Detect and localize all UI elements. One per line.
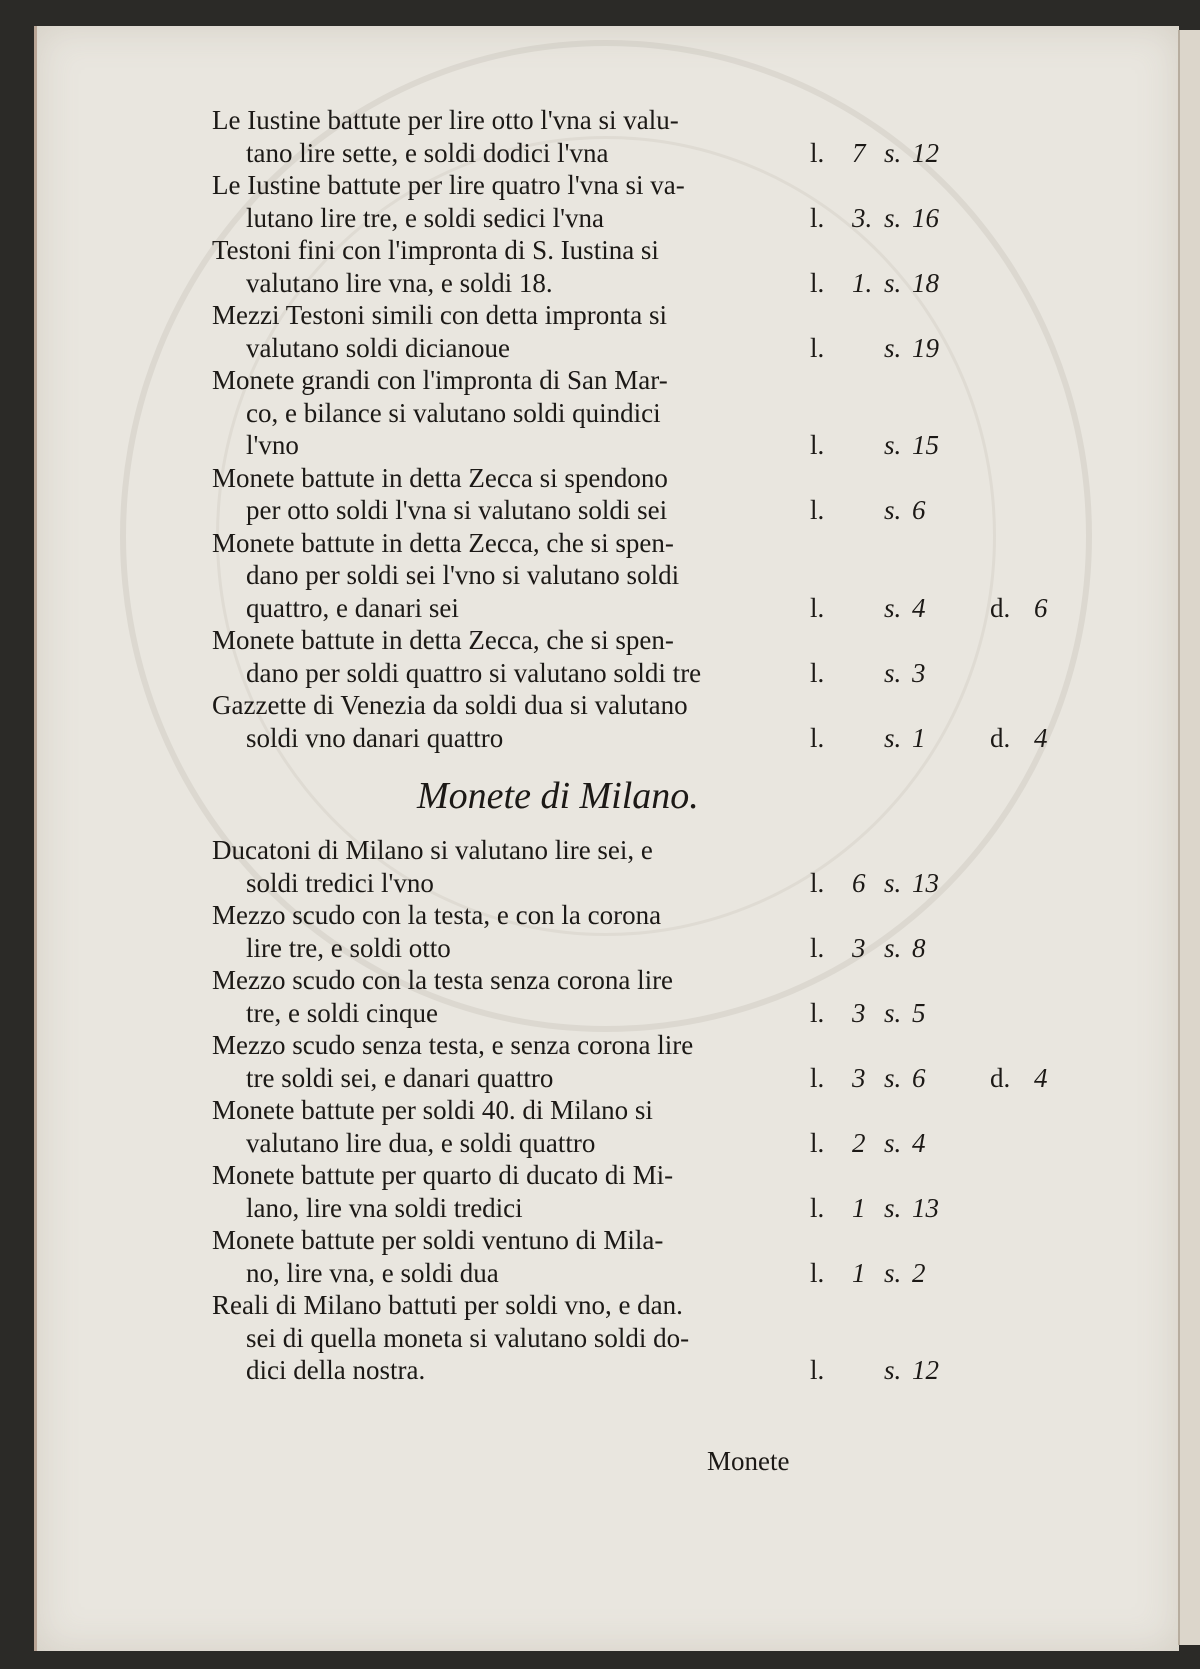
entry-text: Ducatoni di Milano si valutano lire sei, e <box>212 835 653 865</box>
lira-mark: l. <box>810 1062 825 1093</box>
coin-entry <box>212 234 1142 299</box>
coin-entry <box>212 364 1142 462</box>
lira-mark: l. <box>810 202 825 233</box>
denari-mark: d. <box>990 722 1011 753</box>
lire-value: 1 <box>852 1192 866 1223</box>
lire-value: 2 <box>852 1127 866 1158</box>
catchword: Monete <box>707 1446 790 1476</box>
entry-line <box>212 267 1142 300</box>
entry-text: valutano soldi dicianoue <box>246 332 510 363</box>
coin-entry <box>212 964 1142 1029</box>
entry-line <box>212 1062 1142 1095</box>
entry-line <box>212 559 1142 592</box>
coin-entry <box>212 299 1142 364</box>
lira-mark: l. <box>810 1127 825 1158</box>
lire-value: 3 <box>852 1062 866 1093</box>
coin-entry <box>212 1029 1142 1094</box>
entry-line <box>212 234 1142 267</box>
entry-text: dano per soldi quattro si valutano soldi tre <box>246 657 702 688</box>
coin-entry <box>212 624 1142 689</box>
soldi-value: 12 <box>912 1355 939 1385</box>
soldi-mark: s. <box>884 1257 902 1288</box>
soldi-mark: s. <box>884 592 902 623</box>
entry-text: dano per soldi sei l'vno si valutano soldi <box>246 560 680 590</box>
soldi-value: 12 <box>912 137 939 168</box>
soldi-value: 19 <box>912 332 939 363</box>
entry-text: tano lire sette, e soldi dodici l'vna <box>246 137 609 168</box>
entry-line <box>212 997 1142 1030</box>
soldi-mark: s. <box>884 137 902 168</box>
text-block <box>212 104 1142 1387</box>
soldi-mark: s. <box>884 722 902 753</box>
coin-entry <box>212 169 1142 234</box>
entry-line <box>212 899 1142 932</box>
soldi-mark: s. <box>884 495 902 525</box>
entry-line <box>212 964 1142 997</box>
entry-line <box>212 169 1142 202</box>
lira-mark: l. <box>810 722 825 753</box>
soldi-mark: s. <box>884 202 902 233</box>
denari-mark: d. <box>990 1062 1011 1093</box>
coin-entry <box>212 1159 1142 1224</box>
lira-mark: l. <box>810 430 825 460</box>
entry-line <box>212 494 1142 527</box>
milan-coin-list <box>212 834 1142 1387</box>
entry-text: Gazzette di Venezia da soldi dua si valutano <box>212 690 688 720</box>
entry-text: tre, e soldi cinque <box>246 997 438 1028</box>
entry-text: Monete grandi con l'impronta di San Mar- <box>212 365 668 395</box>
soldi-value: 1 <box>912 722 926 753</box>
entry-text: Monete battute in detta Zecca, che si spen- <box>212 527 674 558</box>
soldi-value: 6 <box>912 1062 926 1093</box>
lire-value: 3. <box>852 202 873 233</box>
lira-mark: l. <box>810 867 825 898</box>
soldi-value: 13 <box>912 1192 939 1223</box>
denari-value: 4 <box>1034 722 1048 753</box>
entry-line <box>212 137 1142 170</box>
lira-mark: l. <box>810 592 825 623</box>
lira-mark: l. <box>810 932 825 963</box>
entry-text: Monete battute per quarto di ducato di Mi- <box>212 1160 674 1190</box>
soldi-value: 4 <box>912 592 926 623</box>
coin-entry <box>212 462 1142 527</box>
coin-entry <box>212 1289 1142 1387</box>
entry-text: no, lire vna, e soldi dua <box>246 1257 499 1288</box>
entry-line <box>212 1029 1142 1062</box>
entry-text: Monete battute in detta Zecca, che si spen- <box>212 625 674 655</box>
lira-mark: l. <box>810 332 825 363</box>
soldi-value: 8 <box>912 932 926 963</box>
soldi-mark: s. <box>884 997 902 1028</box>
entry-line <box>212 1257 1142 1290</box>
entry-text: soldi vno danari quattro <box>246 722 504 753</box>
lira-mark: l. <box>810 1355 825 1385</box>
soldi-mark: s. <box>884 267 902 298</box>
coin-entry <box>212 899 1142 964</box>
entry-line <box>212 397 1142 430</box>
entry-line <box>212 592 1142 625</box>
entry-text: Mezzo scudo senza testa, e senza corona lire <box>212 1030 694 1060</box>
coin-entry <box>212 1224 1142 1289</box>
soldi-mark: s. <box>884 932 902 963</box>
entry-line <box>212 104 1142 137</box>
entry-text: l'vno <box>246 430 299 460</box>
coin-entry <box>212 527 1142 625</box>
coin-entry <box>212 1094 1142 1159</box>
entry-line <box>212 834 1142 867</box>
entry-text: lutano lire tre, e soldi sedici l'vna <box>246 202 605 233</box>
entry-text: Mezzi Testoni simili con detta impronta si <box>212 300 668 330</box>
entry-text: Mezzo scudo con la testa, e con la corona <box>212 900 662 930</box>
entry-text: co, e bilance si valutano soldi quindici <box>246 397 661 428</box>
entry-line <box>212 1322 1142 1355</box>
entry-line <box>212 527 1142 560</box>
entry-line <box>212 1224 1142 1257</box>
entry-text: Le Iustine battute per lire otto l'vna si valu- <box>212 105 679 135</box>
lire-value: 6 <box>852 867 866 898</box>
entry-text: dici della nostra. <box>246 1355 426 1385</box>
soldi-value: 4 <box>912 1127 926 1158</box>
entry-line <box>212 1094 1142 1127</box>
entry-text: Monete battute per soldi ventuno di Mila- <box>212 1225 664 1255</box>
venetian-coin-list <box>212 104 1142 754</box>
entry-line <box>212 867 1142 900</box>
entry-line <box>212 462 1142 495</box>
soldi-value: 18 <box>912 267 939 298</box>
entry-text: sei di quella moneta si valutano soldi do- <box>246 1322 690 1353</box>
entry-text: valutano lire vna, e soldi 18. <box>246 267 553 298</box>
soldi-mark: s. <box>884 1355 902 1385</box>
entry-text: valutano lire dua, e soldi quattro <box>246 1127 596 1158</box>
denari-value: 4 <box>1034 1062 1048 1093</box>
soldi-value: 16 <box>912 202 939 233</box>
coin-entry <box>212 689 1142 754</box>
soldi-mark: s. <box>884 867 902 898</box>
lira-mark: l. <box>810 1192 825 1223</box>
entry-line <box>212 332 1142 365</box>
lira-mark: l. <box>810 657 825 688</box>
denari-mark: d. <box>990 592 1011 623</box>
facing-page-edge <box>1178 30 1200 1645</box>
lira-mark: l. <box>810 997 825 1028</box>
soldi-mark: s. <box>884 1127 902 1158</box>
soldi-value: 13 <box>912 867 939 898</box>
entry-line <box>212 1289 1142 1322</box>
soldi-value: 15 <box>912 430 939 460</box>
entry-line <box>212 657 1142 690</box>
soldi-value: 3 <box>912 657 926 688</box>
soldi-value: 2 <box>912 1257 926 1288</box>
lira-mark: l. <box>810 495 825 525</box>
entry-line <box>212 624 1142 657</box>
entry-line <box>212 429 1142 462</box>
soldi-mark: s. <box>884 332 902 363</box>
lira-mark: l. <box>810 137 825 168</box>
denari-value: 6 <box>1034 592 1048 623</box>
entry-line <box>212 1192 1142 1225</box>
entry-line <box>212 1127 1142 1160</box>
lire-value: 3 <box>852 997 866 1028</box>
lire-value: 1 <box>852 1257 866 1288</box>
entry-text: lano, lire vna soldi tredici <box>246 1192 523 1223</box>
soldi-mark: s. <box>884 430 902 460</box>
soldi-mark: s. <box>884 1062 902 1093</box>
entry-text: Le Iustine battute per lire quatro l'vna si va- <box>212 170 685 200</box>
entry-text: Monete battute per soldi 40. di Milano si <box>212 1095 653 1125</box>
entry-text: tre soldi sei, e danari quattro <box>246 1062 554 1093</box>
entry-line <box>212 202 1142 235</box>
lira-mark: l. <box>810 1257 825 1288</box>
entry-text: Testoni fini con l'impronta di S. Iustina si <box>212 235 659 265</box>
entry-line <box>212 932 1142 965</box>
entry-text: lire tre, e soldi otto <box>246 932 451 963</box>
entry-line <box>212 689 1142 722</box>
lire-value: 1. <box>852 267 873 298</box>
soldi-mark: s. <box>884 1192 902 1223</box>
entry-line <box>212 1354 1142 1387</box>
entry-text: Reali di Milano battuti per soldi vno, e dan. <box>212 1290 683 1320</box>
entry-text: Mezzo scudo con la testa senza corona lire <box>212 965 674 995</box>
lire-value: 7 <box>852 137 866 168</box>
coin-entry <box>212 834 1142 899</box>
entry-line <box>212 364 1142 397</box>
lire-value: 3 <box>852 932 866 963</box>
entry-text: quattro, e danari sei <box>246 592 459 623</box>
soldi-value: 5 <box>912 997 926 1028</box>
entry-line <box>212 299 1142 332</box>
coin-entry <box>212 104 1142 169</box>
soldi-mark: s. <box>884 657 902 688</box>
lira-mark: l. <box>810 267 825 298</box>
soldi-value: 6 <box>912 495 926 525</box>
entry-text: per otto soldi l'vna si valutano soldi sei <box>246 495 668 525</box>
entry-line <box>212 1159 1142 1192</box>
entry-text: soldi tredici l'vno <box>246 867 434 898</box>
entry-line <box>212 722 1142 755</box>
section-heading: Monete di Milano. <box>417 775 699 817</box>
entry-text: Monete battute in detta Zecca si spendono <box>212 462 668 493</box>
